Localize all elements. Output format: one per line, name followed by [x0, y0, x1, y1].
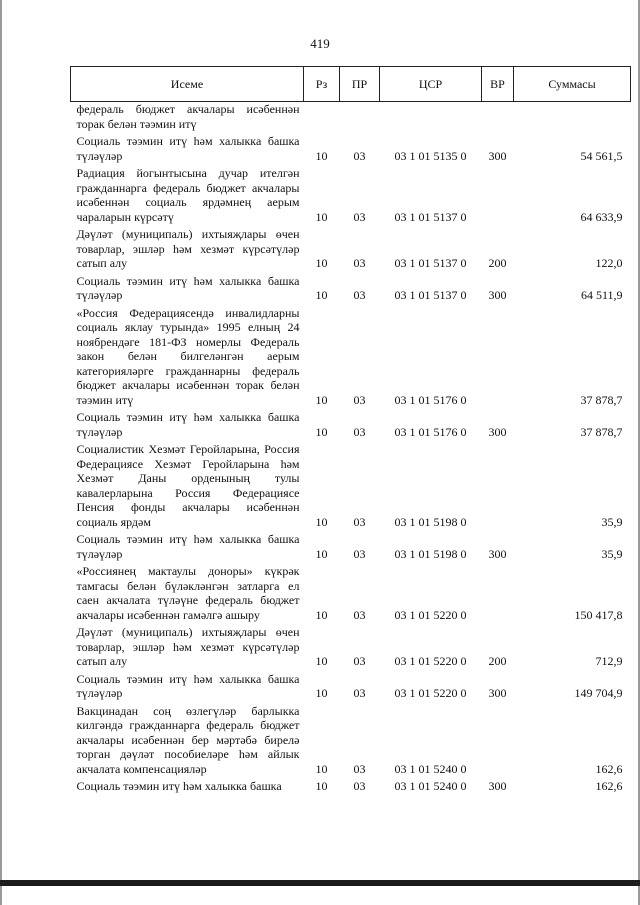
cell-name: федераль бюджет акчалары исәбеннән торак белән тәэмин итү	[76, 102, 300, 131]
cell-sum: 37 878,7	[580, 392, 623, 407]
cell-vr: 300	[488, 546, 507, 561]
cell-sum: 54 561,5	[580, 148, 623, 163]
cell-rz: 10	[315, 546, 328, 561]
cell-name: Социаль тәэмин итү һәм халыкка башка	[76, 779, 282, 793]
cell-rz: 10	[315, 148, 328, 163]
cell-vr: 300	[488, 424, 507, 439]
table-row	[71, 672, 631, 704]
header-csr: ЦСР	[380, 67, 482, 102]
cell-pr: 03	[353, 209, 366, 224]
cell-sum: 162,6	[595, 761, 623, 776]
cell-vr	[482, 306, 514, 411]
cell-csr: 03 1 01 5137 0	[394, 288, 467, 302]
cell-vr: 200	[488, 256, 507, 270]
cell-pr: 03	[353, 392, 366, 407]
header-name: Исеме	[71, 67, 304, 102]
header-pr: ПР	[340, 67, 380, 102]
budget-table	[70, 66, 631, 797]
cell-vr: 300	[488, 686, 507, 700]
cell-pr: 03	[353, 686, 366, 700]
cell-csr: 03 1 01 5176 0	[394, 424, 467, 439]
cell-name: Вакцинадан соң өзлегүләр барлыкка килгәндә гражданнарга федераль бюджет акчалары исәбеннән бер мәртәбә бирелә торган дәүләт пособиеләре һәм айлык акчалата компенсацияләр	[76, 703, 300, 776]
cell-vr: 300	[488, 288, 507, 302]
cell-vr	[482, 166, 514, 227]
cell-csr	[380, 102, 482, 135]
cell-sum: 149 704,9	[574, 686, 623, 700]
cell-rz: 10	[315, 761, 328, 776]
table-row	[71, 166, 631, 227]
page-number: 419	[310, 36, 330, 51]
cell-name: Социаль тәэмин итү һәм халыкка башка түләүләр	[76, 134, 300, 163]
cell-name: Социаль тәэмин итү һәм халыкка башка түләүләр	[76, 532, 300, 561]
table-row	[71, 102, 631, 135]
cell-name: Социаль тәэмин итү һәм халыкка башка түләүләр	[76, 273, 300, 302]
cell-name: «Россия Федерациясендә инвалидларны социаль яклау турында» 1995 елның 24 ноябрендәге 181-ФЗ номерлы Федераль закон белән билгеләнгән аерым категорияләрге гражданнарны федераль бюджет акчалары исәбеннән торак белән тәэмин итү	[76, 305, 300, 407]
scan-bottom-bar	[0, 880, 640, 886]
cell-name: Радиация йогынтысына дучар ителгән гражданнарга федераль бюджет акчалары исәбеннән социаль ярдәмнең аерым чараларын күрсәтү	[76, 166, 300, 224]
cell-rz: 10	[315, 654, 328, 668]
cell-vr	[482, 564, 514, 625]
cell-pr: 03	[353, 654, 366, 668]
cell-sum: 712,9	[595, 654, 623, 668]
cell-rz: 10	[315, 514, 328, 529]
cell-pr: 03	[353, 761, 366, 776]
cell-sum: 35,9	[601, 514, 623, 529]
table-row	[71, 274, 631, 306]
cell-vr: 300	[488, 779, 507, 793]
cell-rz: 10	[315, 288, 328, 302]
scan-left-edge	[0, 0, 2, 905]
cell-vr: 300	[488, 148, 507, 163]
cell-rz: 10	[315, 424, 328, 439]
cell-name: Социаль тәэмин итү һәм халыкка башка түләүләр	[76, 671, 300, 700]
header-row	[71, 67, 631, 102]
table-row	[71, 532, 631, 564]
cell-rz	[304, 102, 340, 135]
cell-sum	[514, 102, 631, 135]
table-row	[71, 410, 631, 442]
cell-pr	[340, 102, 380, 135]
table-header	[71, 67, 631, 102]
cell-sum: 122,0	[595, 256, 623, 270]
cell-rz: 10	[315, 392, 328, 407]
cell-pr: 03	[353, 514, 366, 529]
cell-csr: 03 1 01 5220 0	[394, 654, 467, 668]
cell-csr: 03 1 01 5198 0	[394, 546, 467, 561]
cell-csr: 03 1 01 5176 0	[394, 392, 467, 407]
cell-pr: 03	[353, 607, 366, 622]
cell-csr: 03 1 01 5220 0	[394, 607, 467, 622]
cell-vr	[482, 442, 514, 532]
cell-csr: 03 1 01 5137 0	[394, 256, 467, 270]
table-row	[71, 625, 631, 672]
cell-sum: 35,9	[601, 546, 623, 561]
cell-csr: 03 1 01 5137 0	[394, 209, 467, 224]
table-row	[71, 306, 631, 411]
cell-pr: 03	[353, 779, 366, 793]
table-row	[71, 442, 631, 532]
cell-sum: 150 417,8	[574, 607, 623, 622]
table-row	[71, 227, 631, 274]
cell-sum: 37 878,7	[580, 424, 623, 439]
cell-rz: 10	[315, 779, 328, 793]
cell-vr	[482, 704, 514, 780]
table-row	[71, 134, 631, 166]
table-row	[71, 704, 631, 780]
cell-sum: 64 511,9	[580, 288, 623, 302]
header-vr: ВР	[482, 67, 514, 102]
table-row	[71, 779, 631, 797]
cell-rz: 10	[315, 209, 328, 224]
cell-pr: 03	[353, 148, 366, 163]
cell-name: Дәүләт (муниципаль) ихтыяҗлары өчен товарлар, эшләр һәм хезмәт күрсәтүләр сатып алу	[76, 227, 300, 270]
cell-sum: 64 633,9	[580, 209, 623, 224]
cell-name: Дәүләт (муниципаль) ихтыяҗлары өчен товарлар, эшләр һәм хезмәт күрсәтүләр сатып алу	[76, 625, 300, 668]
cell-csr: 03 1 01 5135 0	[394, 148, 467, 163]
header-sum: Суммасы	[514, 67, 631, 102]
cell-csr: 03 1 01 5220 0	[394, 686, 467, 700]
table-body	[71, 102, 631, 797]
cell-pr: 03	[353, 256, 366, 270]
cell-name: Социаль тәэмин итү һәм халыкка башка түләүләр	[76, 410, 300, 439]
cell-pr: 03	[353, 288, 366, 302]
cell-name: Социалистик Хезмәт Геройларына, Россия Федерациясе Хезмәт Геройларына һәм Хезмәт Даны орденының тулы кавалерларына Россия Федерациясе Пенсия фонды акчалары исәбеннән социаль ярдәм	[76, 442, 300, 529]
cell-pr: 03	[353, 546, 366, 561]
cell-csr: 03 1 01 5198 0	[394, 514, 467, 529]
cell-sum: 162,6	[595, 779, 623, 793]
header-rz: Рз	[304, 67, 340, 102]
cell-vr: 200	[488, 654, 507, 668]
cell-rz: 10	[315, 686, 328, 700]
cell-rz: 10	[315, 607, 328, 622]
cell-vr	[482, 102, 514, 135]
table-row	[71, 564, 631, 625]
cell-csr: 03 1 01 5240 0	[394, 779, 467, 793]
cell-pr: 03	[353, 424, 366, 439]
cell-name: «Россиянең мактаулы доноры» күкрәк тамгасы белән бүләкләнгән затларга ел саен акчалата түләүне федераль бюджет акчалары исәбеннән гамәлгә ашыру	[76, 564, 300, 622]
cell-rz: 10	[315, 256, 328, 270]
cell-csr: 03 1 01 5240 0	[394, 761, 467, 776]
